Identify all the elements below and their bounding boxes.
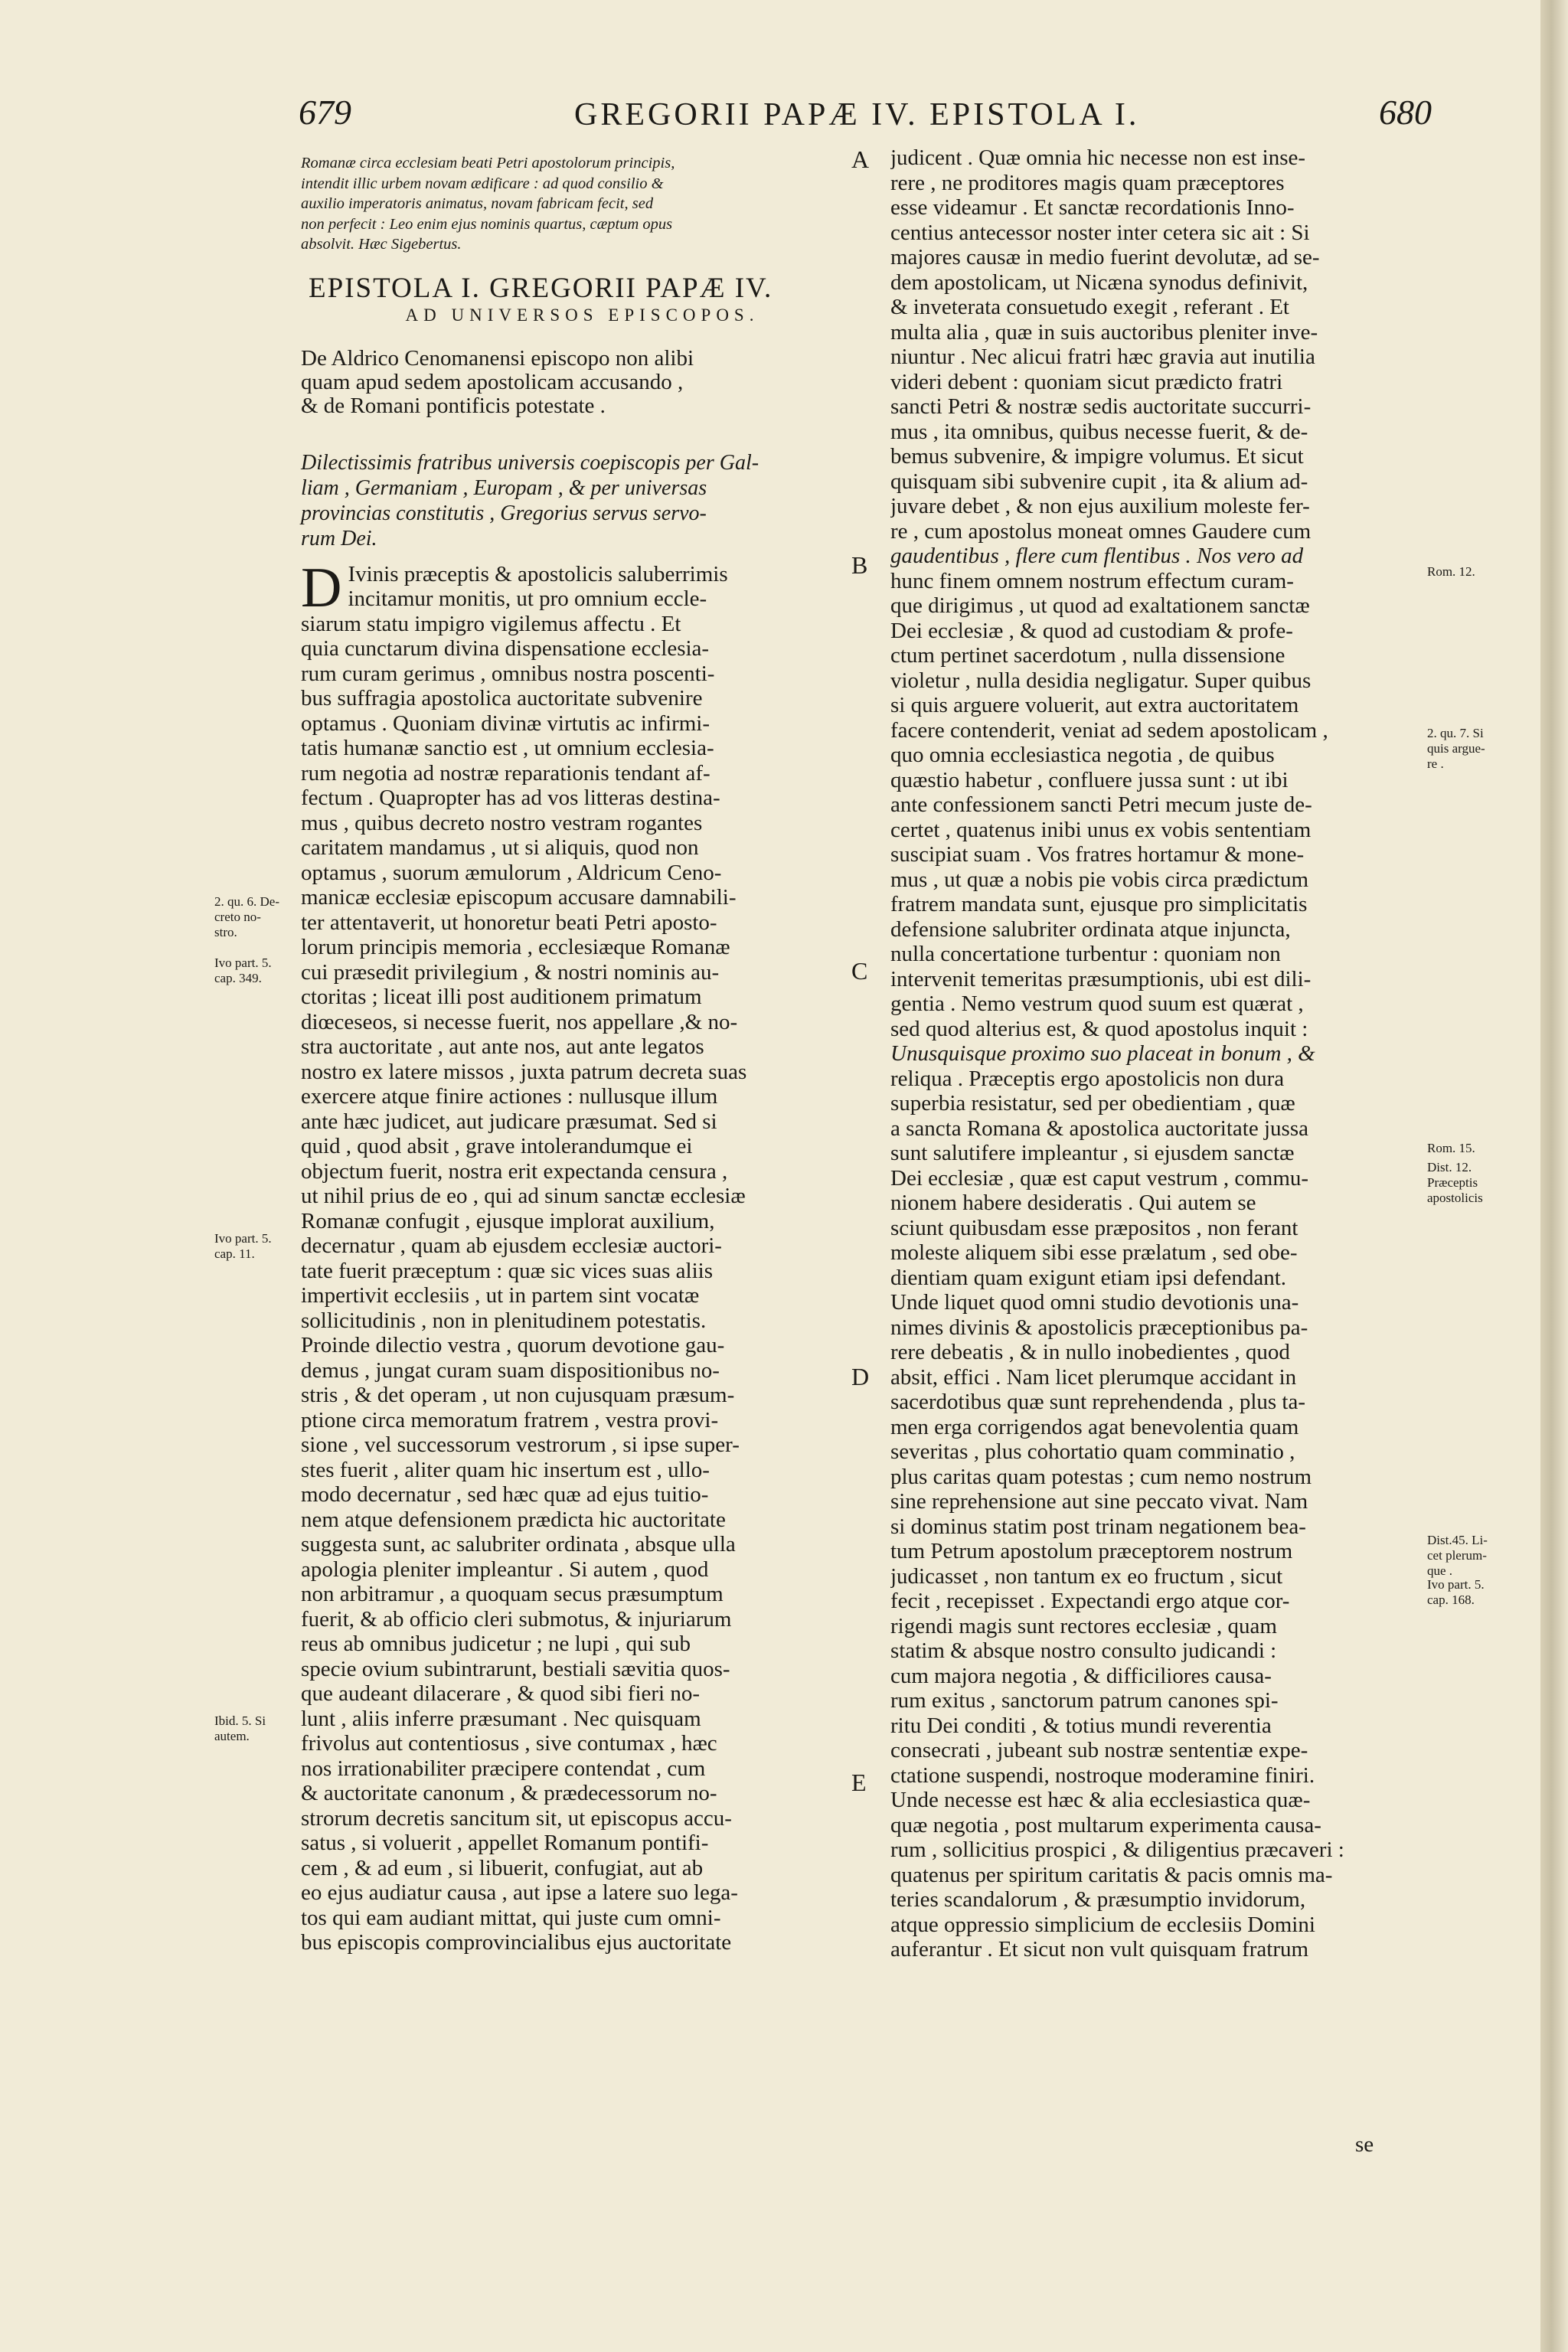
text-line: bus episcopis comprovincialibus ejus auctoritate (301, 1930, 732, 1955)
intro-line: non perfecit : Leo enim ejus nominis quartus, cæptum opus (301, 215, 673, 233)
salutation-line: liam , Germaniam , Europam , & per universas (301, 475, 707, 500)
text-line: re , cum apostolus moneat omnes Gaudere cum (890, 518, 1312, 544)
text-line: hunc finem omnem nostrum effectum curam- (890, 568, 1294, 593)
right-column (890, 145, 1426, 1962)
text-line: Proinde dilectio vestra , quorum devotione gau- (301, 1333, 725, 1357)
text-line: rum , sollicitius prospici , & diligentius præcaveri : (890, 1838, 1344, 1862)
marginal-note (214, 894, 310, 940)
text-line: cem , & ad eum , si libuerit, confugiat, aut ab (301, 1855, 704, 1880)
text-line: si quis arguere voluerit, aut extra auctoritatem (890, 693, 1299, 717)
marginal-note-line: 2. qu. 7. Si (1427, 726, 1484, 740)
text-line: auferantur . Et sicut non vult quisquam fratrum (890, 1937, 1309, 1962)
text-line: apologia pleniter impleantur . Si autem , quod (301, 1557, 709, 1582)
text-line: ptione circa memoratum fratrem , vestra provi- (301, 1407, 719, 1432)
text-line: nimes divinis & apostolicis præceptionibus pa- (890, 1315, 1308, 1340)
summary-line: quam apud sedem apostolicam accusando , (301, 369, 684, 394)
text-line: rum negotia ad nostræ reparationis tendant af- (301, 760, 710, 786)
text-line: nostro ex latere missos , juxta patrum decreta suas (301, 1059, 747, 1084)
text-line: absit, effici . Nam licet plerumque accidant in (890, 1364, 1297, 1390)
marginal-note-line: Rom. 12. (1427, 564, 1475, 579)
text-line: videri debent : quoniam sicut prædicto fratri (890, 369, 1283, 394)
text-line: centius antecessor noster inter cetera sic ait : Si (890, 220, 1310, 245)
salutation (301, 450, 864, 551)
marginal-note (214, 1713, 310, 1744)
epistola-subtitle: AD UNIVERSOS EPISCOPOS. (405, 305, 760, 325)
left-body-text (301, 556, 864, 1955)
text-line: frivolus aut contentiosus , sive contumax , hæc (301, 1731, 717, 1756)
text-line: Unde liquet quod omni studio devotionis una- (890, 1290, 1299, 1315)
text-line: lunt , aliis inferre præsumant . Nec quisquam (301, 1706, 701, 1731)
text-line: specie ovium subintrarunt, bestiali sævitia quos- (301, 1656, 730, 1681)
text-line: rere , ne proditores magis quam præceptores (890, 170, 1285, 195)
text-line: que dirigimus , ut quod ad exaltationem sanctæ (890, 593, 1310, 618)
text-line: ritu Dei conditi , & totius mundi reverentia (890, 1713, 1272, 1738)
text-line: modo decernatur , sed hæc quæ ad ejus tuitio- (301, 1482, 709, 1507)
text-line: tate fuerit præceptum : quæ sic vices suas aliis (301, 1258, 713, 1283)
text-line: reliqua . Præceptis ergo apostolicis non dura (890, 1066, 1285, 1091)
text-line: decernatur , quam ab ejusdem ecclesiæ auctori- (301, 1233, 722, 1258)
text-line: optamus . Quoniam divinæ virtutis ac infirmi- (301, 710, 710, 736)
text-line: mus , ut quæ a nobis pie vobis circa prædictum (890, 867, 1309, 892)
marginal-note-line: 2. qu. 6. De- (214, 894, 279, 909)
summary-line: De Aldrico Cenomanensi episcopo non alibi (301, 345, 694, 371)
text-line: teries scandalorum , & præsumptio invidorum, (890, 1887, 1306, 1912)
text-line: strorum decretis sancitum sit, ut episcopus accu- (301, 1805, 732, 1831)
epistola-summary (301, 347, 864, 418)
section-letter-b: B (851, 551, 868, 579)
text-line: ter attentaverit, ut honoretur beati Petri aposto- (301, 910, 717, 935)
text-line: cui præsedit privilegium , & nostri nominis au- (301, 959, 720, 985)
marginal-note-line: Dist. 12. (1427, 1160, 1472, 1174)
text-line: nulla concertatione turbentur : quoniam non (890, 942, 1281, 966)
text-line: caritatem mandamus , ut si aliquis, quod non (301, 835, 699, 860)
text-line: quo omnia ecclesiastica negotia , de quibus (890, 743, 1275, 767)
text-line: suggesta sunt, ac salubriter ordinata , absque ulla (301, 1532, 736, 1557)
text-line: violetur , nulla desidia negligatur. Super quibus (890, 668, 1312, 693)
text-line: quia cunctarum divina dispensatione ecclesia- (301, 636, 710, 661)
text-line: intervenit temeritas præsumptionis, ubi est dili- (890, 966, 1312, 991)
text-line: tatis humanæ sanctio est , ut omnium ecclesia- (301, 736, 714, 760)
text-line: tum Petrum apostolum præceptorem nostrum (890, 1539, 1293, 1563)
text-line: stes fuerit , aliter quam hic insertum est , ullo- (301, 1457, 710, 1482)
text-line: fectum . Quapropter has ad vos litteras destina- (301, 786, 720, 810)
text-line: multa alia , quæ in suis auctoribus pleniter inve- (890, 319, 1318, 345)
text-line: bus suffragia apostolica auctoritate subvenire (301, 686, 703, 710)
section-letter-d: D (851, 1363, 870, 1390)
text-line: severitas , plus cohortatio quam comminatio , (890, 1439, 1295, 1464)
catchword: se (1355, 2132, 1374, 2157)
section-letter-e: E (851, 1769, 867, 1796)
marginal-note-line: Præceptis (1427, 1175, 1478, 1190)
text-line: sine reprehensione aut sine peccato vivat. Nam (890, 1489, 1308, 1514)
section-letter-a: A (851, 145, 870, 173)
text-line: ctum pertinet sacerdotum , nulla dissensione (890, 643, 1285, 668)
running-title: GREGORII PAPÆ IV. EPISTOLA I. (574, 97, 1140, 132)
text-line: judicent . Quæ omnia hic necesse non est inse- (890, 145, 1306, 170)
text-line: & auctoritate canonum , & prædecessorum no- (301, 1781, 717, 1805)
marginal-note-line: Rom. 15. (1427, 1141, 1475, 1155)
text-line: esse videamur . Et sanctæ recordationis Inno- (890, 195, 1295, 220)
text-line: Unde necesse est hæc & alia ecclesiastica quæ- (890, 1788, 1311, 1812)
marginal-note-line: Ivo part. 5. (214, 1231, 272, 1246)
text-line: quæ negotia , post multarum experimenta causa- (890, 1812, 1321, 1838)
marginal-note-line: stro. (214, 925, 237, 939)
text-line: statim & absque nostro consulto judicandi : (890, 1638, 1277, 1663)
marginal-note-line: cap. 349. (214, 971, 262, 985)
text-line: ut nihil prius de eo , qui ad sinum sanctæ ecclesiæ (301, 1184, 746, 1208)
text-line: lorum principis memoria , ecclesiæque Romanæ (301, 935, 730, 959)
text-line: fecit , recepisset . Expectandi ergo atque cor- (890, 1589, 1290, 1613)
text-line: manicæ ecclesiæ episcopum accusare damnabili- (301, 885, 737, 910)
drop-capital: D (301, 556, 342, 619)
text-line: sunt salutifere impleantur , si ejusdem sanctæ (890, 1141, 1295, 1165)
text-line: quatenus per spiritum caritatis & pacis omnis ma- (890, 1862, 1333, 1887)
text-line: plus caritas quam potestas ; cum nemo nostrum (890, 1464, 1312, 1489)
text-line: impertivit ecclesiis , ut in partem sint vocatæ (301, 1283, 700, 1308)
summary-line: & de Romani pontificis potestate . (301, 393, 606, 418)
text-line: niuntur . Nec alicui fratri hæc gravia aut inutilia (890, 345, 1315, 369)
intro-line: Romanæ circa ecclesiam beati Petri apostolorum principis, (301, 155, 675, 172)
text-line: eo ejus audiatur causa , aut ipse a latere suo lega- (301, 1880, 738, 1905)
marginal-note-line: autem. (214, 1729, 250, 1743)
text-line: nionem habere desideratis . Qui autem se (890, 1191, 1256, 1215)
text-line: quæstio habetur , confluere jussa sunt : ut ibi (890, 767, 1289, 792)
intro-note (301, 153, 864, 255)
text-line: dem apostolicam, ut Nicæna synodus definivit, (890, 270, 1308, 295)
intro-line: intendit illic urbem novam ædificare : ad quod consilio & (301, 175, 664, 192)
text-line: Romanæ confugit , ejusque implorat auxilium, (301, 1208, 715, 1233)
text-line: que audeant dilacerare , & quod sibi fieri no- (301, 1681, 700, 1706)
text-line: non arbitramur , a quoquam secus præsumptum (301, 1582, 724, 1606)
marginal-note (214, 1231, 310, 1262)
text-line: judicasset , non tantum ex eo fructum , sicut (890, 1563, 1283, 1589)
text-line: Unusquisque proximo suo placeat in bonum , & (890, 1041, 1315, 1066)
text-line: suscipiat suam . Vos fratres hortamur & mone- (890, 842, 1305, 867)
marginal-note (1427, 1160, 1542, 1206)
text-line: superbia resistatur, sed per obedientiam , quæ (890, 1091, 1295, 1116)
text-line: facere contenderit, veniat ad sedem apostolicam , (890, 717, 1328, 743)
text-line: Dei ecclesiæ , & quod ad custodiam & profe- (890, 618, 1293, 643)
text-line: stra auctoritate , aut ante nos, aut ante legatos (301, 1034, 704, 1059)
text-line: mus , ita omnibus, quibus necesse fuerit, & de- (890, 419, 1308, 444)
marginal-note-line: cap. 11. (214, 1246, 255, 1261)
text-line: ctoritas ; liceat illi post auditionem primatum (301, 985, 702, 1009)
text-line: gentia . Nemo vestrum quod suum est quærat , (890, 991, 1304, 1016)
marginal-note-line: cap. 168. (1427, 1592, 1475, 1607)
text-line: ante confessionem sancti Petri mecum juste de- (890, 792, 1312, 817)
salutation-line: rum Dei. (301, 526, 377, 550)
marginal-note (1427, 726, 1542, 772)
text-line: rigendi magis sunt rectores ecclesiæ , quam (890, 1613, 1277, 1638)
text-line: Ivinis præceptis & apostolicis saluberrimis (348, 561, 728, 586)
text-line: & inveterata consuetudo exegit , referant . Et (890, 295, 1289, 319)
text-line: gaudentibus , flere cum flentibus . Nos vero ad (890, 544, 1304, 568)
text-line: ante hæc judicet, aut judicare præsumat. Sed si (301, 1109, 717, 1134)
text-line: fratrem mandata sunt, ejusque pro simplicitatis (890, 892, 1308, 916)
text-line: quisquam sibi subvenire cupit , ita & alium ad- (890, 469, 1308, 494)
marginal-note-line: Ibid. 5. Si (214, 1713, 266, 1728)
text-line: demus , jungat curam suam dispositionibus no- (301, 1357, 720, 1383)
text-line: nem atque defensionem prædicta hic auctoritate (301, 1507, 726, 1532)
text-line: sione , vel successorum vestrorum , si ipse super- (301, 1432, 740, 1457)
text-line: Dei ecclesiæ , quæ est caput vestrum , commu- (890, 1165, 1309, 1191)
epistola-title: EPISTOLA I. GREGORII PAPÆ IV. (309, 272, 773, 304)
text-line: dientiam quam exigunt etiam ipsi defendant. (890, 1265, 1287, 1290)
text-line: sed quod alterius est, & quod apostolus inquit : (890, 1016, 1308, 1041)
marginal-note-line: que . (1427, 1563, 1453, 1578)
intro-line: auxilio imperatoris animatus, novam fabricam fecit, sed (301, 195, 654, 212)
marginal-note (1427, 1577, 1542, 1608)
page-number-right: 680 (1379, 93, 1432, 132)
text-line: rere debeatis , & in nullo inobedientes , quod (890, 1340, 1290, 1364)
text-line: cum majora negotia , & difficiliores causa- (890, 1663, 1272, 1688)
text-line: certet , quatenus inibi unus ex vobis sententiam (890, 817, 1312, 842)
text-line: quid , quod absit , grave intolerandumque ei (301, 1134, 693, 1158)
left-column (301, 153, 864, 1955)
page-number-left: 679 (299, 93, 351, 132)
text-line: rum exitus , sanctorum patrum canones spi- (890, 1688, 1279, 1713)
marginal-note (1427, 1141, 1542, 1156)
text-line: juvare debet , & non ejus auxilium moleste fer- (890, 494, 1310, 518)
text-line: a sancta Romana & apostolica auctoritate jussa (890, 1116, 1308, 1141)
intro-line: absolvit. Hæc Sigebertus. (301, 236, 462, 253)
marginal-note-line: re . (1427, 756, 1444, 771)
text-line: tos qui eam audiant mittat, qui juste cum omni- (301, 1905, 721, 1930)
text-line: sollicitudinis , non in plenitudinem potestatis. (301, 1308, 707, 1333)
marginal-note-line: quis argue- (1427, 741, 1485, 756)
text-line: exercere atque finire actiones : nullusque illum (301, 1084, 718, 1109)
text-line: sacerdotibus quæ sunt reprehendenda , plus ta- (890, 1390, 1305, 1414)
text-line: atque oppressio simplicium de ecclesiis Domini (890, 1912, 1315, 1937)
text-line: fuerit, & ab officio cleri submotus, & injuriarum (301, 1606, 732, 1632)
text-line: moleste aliquem sibi esse prælatum , sed obe- (890, 1240, 1298, 1265)
marginal-note-line: Ivo part. 5. (1427, 1577, 1485, 1592)
text-line: optamus , suorum æmulorum , Aldricum Ceno- (301, 860, 722, 885)
text-line: reus ab omnibus judicetur ; ne lupi , qui sub (301, 1632, 691, 1656)
marginal-note-line: creto no- (214, 910, 261, 924)
text-line: satus , si voluerit , appellet Romanum pontifi- (301, 1831, 709, 1855)
page-edge (1540, 0, 1568, 2352)
marginal-note (1427, 1533, 1542, 1579)
text-line: men erga corrigendos agat benevolentia quam (890, 1414, 1299, 1439)
text-line: consecrati , jubeant sub nostræ sententiæ expe- (890, 1738, 1308, 1762)
text-line: mus , quibus decreto nostro vestram rogantes (301, 810, 703, 835)
text-line: stris , & det operam , ut non cujusquam præsum- (301, 1383, 735, 1407)
text-line: sciunt quibusdam esse præpositos , non ferant (890, 1215, 1298, 1240)
section-letter-c: C (851, 957, 868, 985)
text-line: sancti Petri & nostræ sedis auctoritate succurri- (890, 394, 1312, 419)
text-line: si dominus statim post trinam negationem bea- (890, 1514, 1306, 1539)
right-body-text (890, 145, 1426, 1962)
text-line: ctatione suspendi, nostroque moderamine finiri. (890, 1762, 1315, 1788)
marginal-note (214, 956, 310, 986)
page-header (299, 92, 1432, 145)
text-line: defensione salubriter ordinata atque injuncta, (890, 916, 1291, 942)
text-line: bemus subvenire, & impigre volumus. Et sicut (890, 444, 1304, 469)
salutation-line: provincias constitutis , Gregorius servus servo- (301, 501, 707, 525)
salutation-line: Dilectissimis fratribus universis coepiscopis per Gal- (301, 450, 760, 475)
marginal-note-line: cet plerum- (1427, 1548, 1487, 1563)
text-line: rum curam gerimus , omnibus nostra poscenti- (301, 661, 715, 686)
text-line: nos irrationabiliter præcipere contendat , cum (301, 1756, 706, 1781)
marginal-note-line: Dist.45. Li- (1427, 1533, 1488, 1547)
text-line: incitamur monitis, ut pro omnium eccle- (348, 586, 707, 611)
text-line: majores causæ in medio fuerint devolutæ, ad se- (890, 245, 1320, 270)
marginal-note-line: apostolicis (1427, 1191, 1483, 1205)
marginal-note-line: Ivo part. 5. (214, 956, 272, 970)
text-line: diœceseos, si necesse fuerit, nos appellare ,& no- (301, 1009, 738, 1034)
text-line: siarum statu impigro vigilemus affectu . Et (301, 611, 681, 636)
text-line: objectum fuerit, nostra erit expectanda censura , (301, 1158, 728, 1184)
marginal-note (1427, 564, 1542, 580)
